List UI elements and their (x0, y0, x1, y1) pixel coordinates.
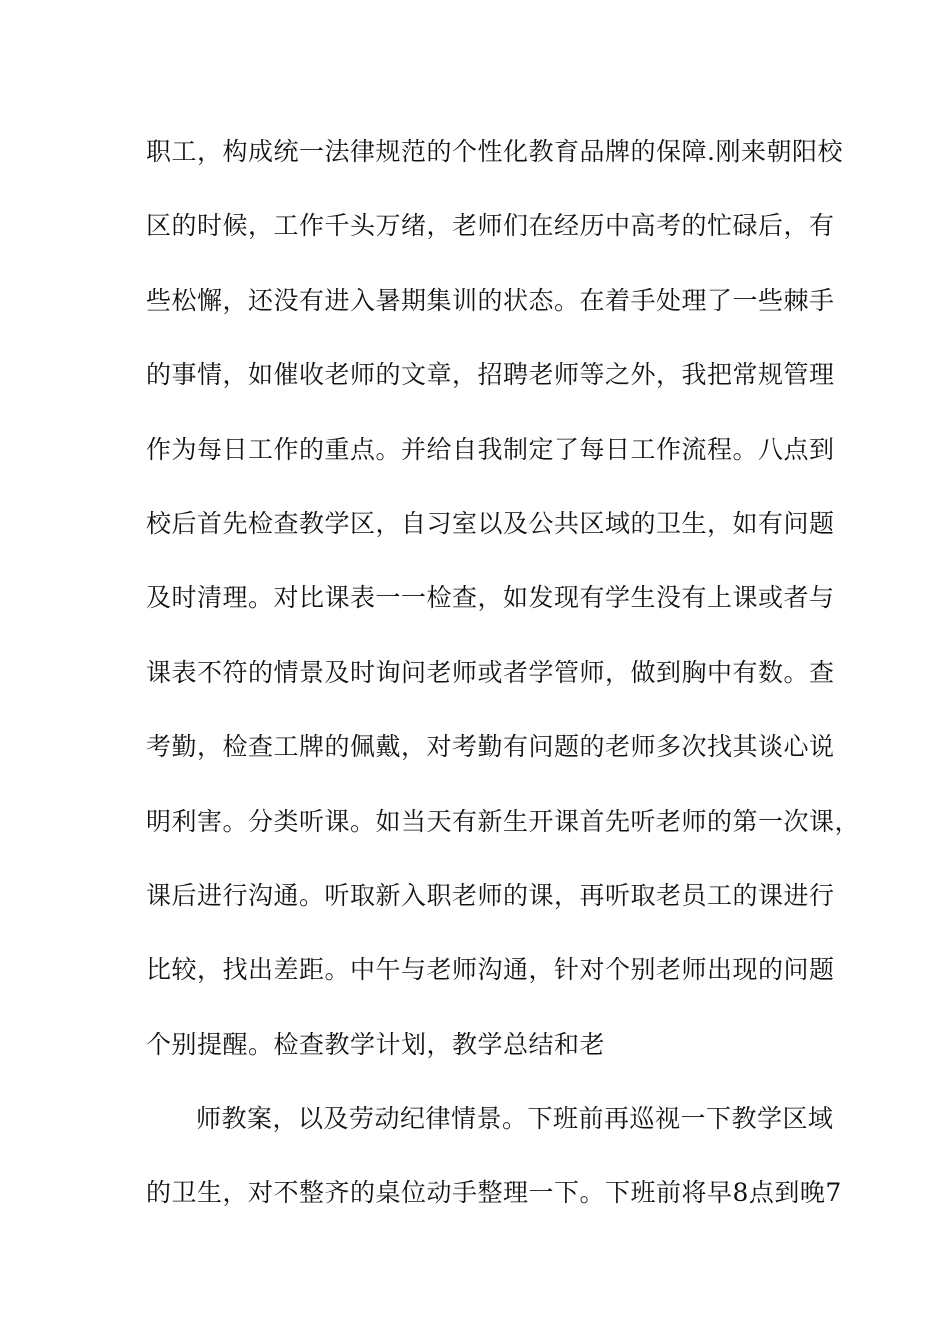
text-line: 区的时候，工作千头万绪，老师们在经历中高考的忙碌后，有 (146, 211, 835, 241)
text-line: 些松懈，还没有进入暑期集训的状态。在着手处理了一些棘手 (146, 285, 835, 315)
body-text (146, 130, 861, 1246)
text-line: 及时清理。对比课表一一检查，如发现有学生没有上课或者与 (146, 583, 835, 613)
text-line: 比较，找出差距。中午与老师沟通，针对个别老师出现的问题 (146, 955, 835, 985)
text-line: 课后进行沟通。听取新入职老师的课，再听取老员工的课进行 (146, 880, 835, 910)
text-line: 明利害。分类听课。如当天有新生开课首先听老师的第一次课， (146, 806, 861, 836)
text-line-paragraph-start: 师教案，以及劳动纪律情景。下班前再巡视一下教学区域 (196, 1104, 834, 1134)
text-line: 个别提醒。检查教学计划，教学总结和老 (146, 1029, 606, 1059)
text-line: 的事情，如催收老师的文章，招聘老师等之外，我把常规管理 (146, 360, 835, 390)
text-line: 校后首先检查教学区，自习室以及公共区域的卫生，如有问题 (146, 508, 835, 538)
text-line: 职工，构成统一法律规范的个性化教育品牌的保障.刚来朝阳校 (146, 137, 843, 166)
text-line: 作为每日工作的重点。并给自我制定了每日工作流程。八点到 (146, 434, 835, 464)
text-line: 课表不符的情景及时询问老师或者学管师，做到胸中有数。查 (146, 657, 835, 687)
text-line: 考勤，检查工牌的佩戴，对考勤有问题的老师多次找其谈心说 (146, 732, 835, 762)
text-line: 的卫生，对不整齐的桌位动手整理一下。下班前将早8点到晚7 (146, 1178, 842, 1208)
